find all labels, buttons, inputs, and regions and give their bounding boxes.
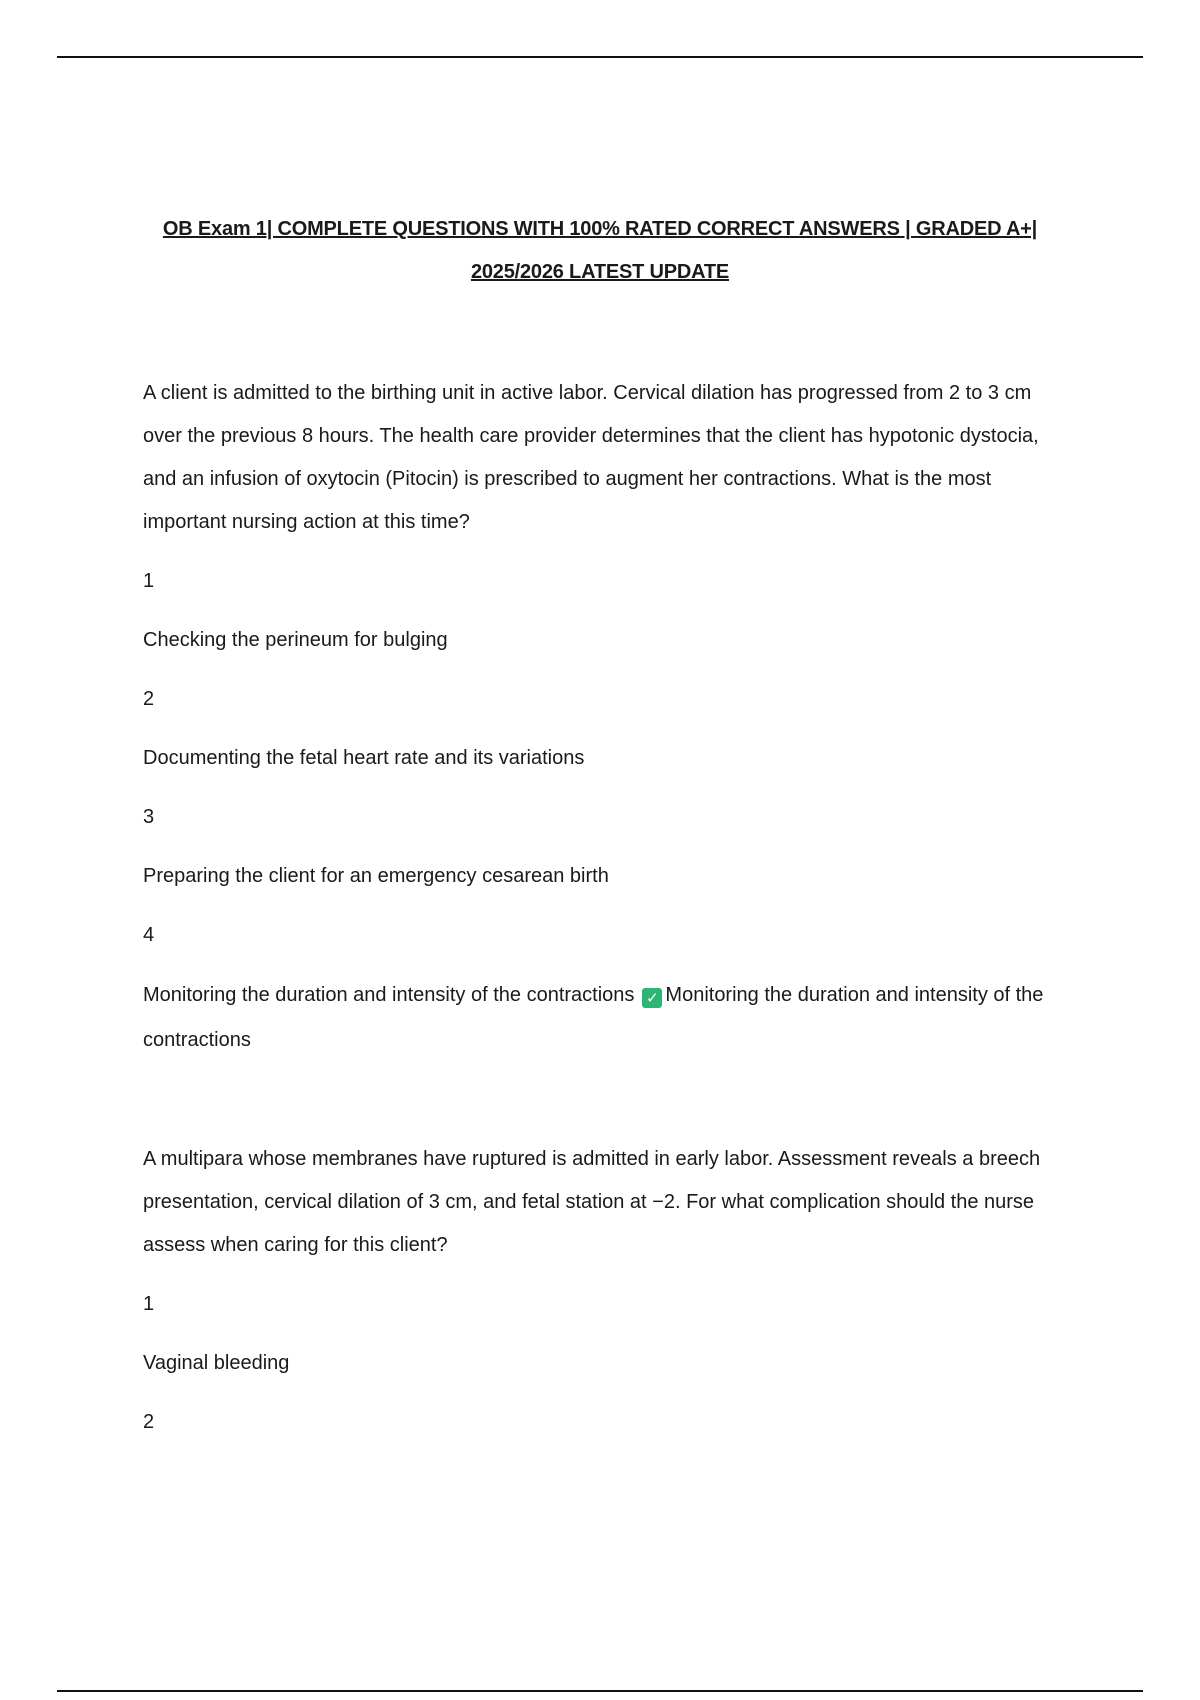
q1-option-4-text: Monitoring the duration and intensity of the contractions [143, 984, 635, 1006]
bottom-rule [57, 1690, 1143, 1692]
q1-option-2-text: Documenting the fetal heart rate and its variations [143, 747, 585, 769]
question-1-text: A client is admitted to the birthing unit in active labor. Cervical dilation has progressed from 2 to 3 cm over the previous 8 hours. The health care provider determines that the client has hypotonic dystocia, and an infusion of oxytocin (Pitocin) is prescribed to augment her contractions. What is the most important nursing action at this time? [143, 382, 1039, 533]
q1-option-4-number: 4 [143, 924, 155, 946]
q1-option-3-text: Preparing the client for an emergency cesarean birth [143, 865, 609, 887]
top-rule [57, 56, 1143, 58]
q1-option-1-text: Checking the perineum for bulging [143, 629, 448, 651]
q2-option-2-number: 2 [143, 1411, 155, 1433]
q1-option-2-number: 2 [143, 688, 155, 710]
q1-option-4-with-answer [143, 973, 1063, 1063]
document-title-line-1: OB Exam 1| COMPLETE QUESTIONS WITH 100% RATED CORRECT ANSWERS | GRADED A+| [162, 218, 1038, 240]
q2-option-1-text: Vaginal bleeding [143, 1352, 290, 1374]
q1-option-1-number: 1 [143, 570, 155, 592]
q1-option-3-number: 3 [143, 806, 155, 828]
check-mark-icon: ✓ [642, 988, 662, 1008]
question-2-text: A multipara whose membranes have ruptured is admitted in early labor. Assessment reveals a breech presentation, cervical dilation of 3 cm, and fetal station at −2. For what complication should the nurse assess when caring for this client? [143, 1148, 1041, 1256]
question-spacer [143, 1063, 1063, 1138]
q1-correct-answer: Monitoring the duration and intensity of the contractions [143, 984, 1044, 1051]
document-body [143, 372, 1063, 1444]
document-title-line-2: 2025/2026 LATEST UPDATE [470, 261, 730, 283]
q2-option-1-number: 1 [143, 1293, 155, 1315]
